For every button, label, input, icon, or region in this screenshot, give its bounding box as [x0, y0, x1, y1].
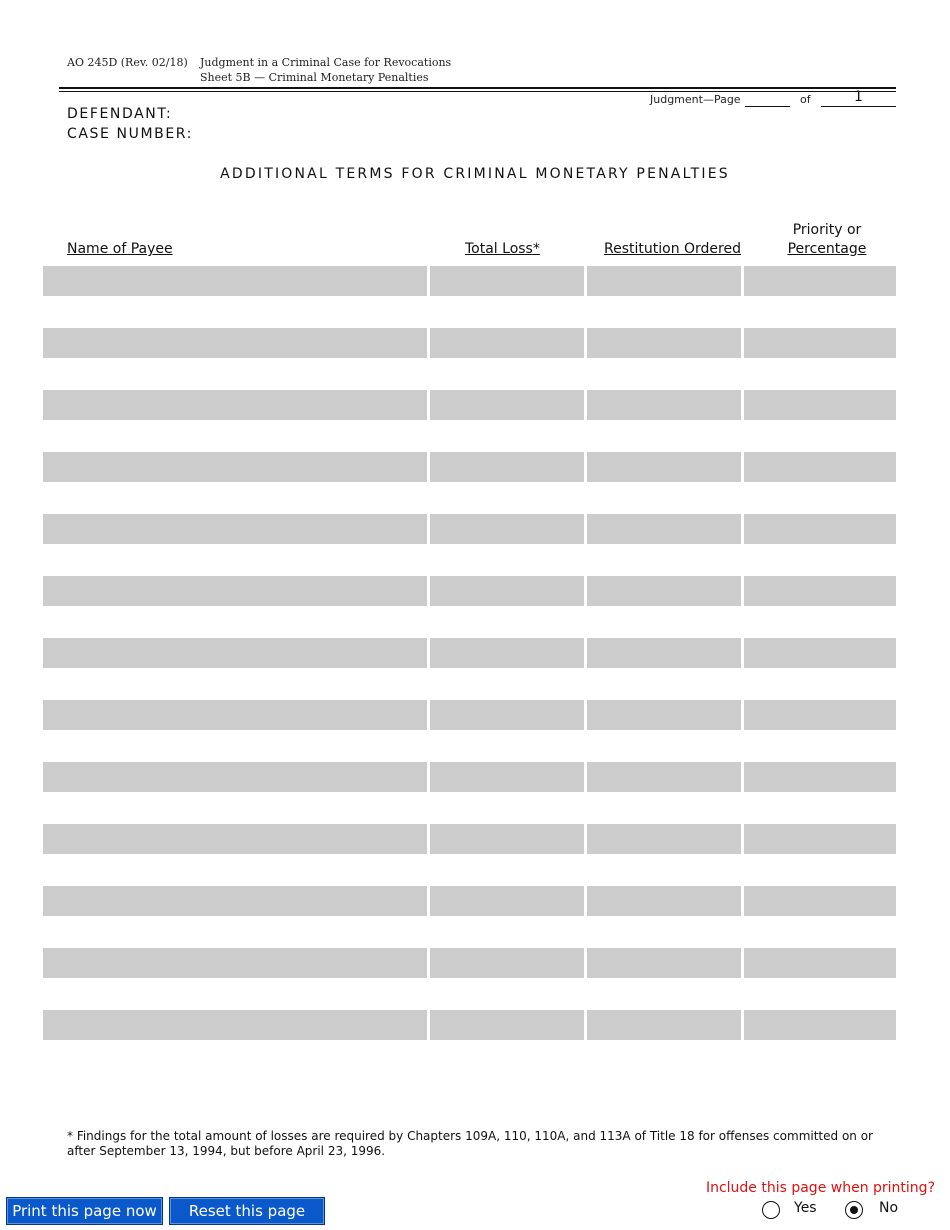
restitution-field[interactable] — [587, 1010, 741, 1040]
total-loss-field[interactable] — [430, 886, 584, 916]
restitution-field[interactable] — [587, 948, 741, 978]
total-loss-field[interactable] — [430, 824, 584, 854]
priority-field[interactable] — [744, 328, 896, 358]
restitution-field[interactable] — [587, 452, 741, 482]
total-loss-field[interactable] — [430, 700, 584, 730]
restitution-field[interactable] — [587, 266, 741, 296]
restitution-field[interactable] — [587, 762, 741, 792]
include-yes-radio[interactable] — [762, 1201, 780, 1219]
include-yes-label: Yes — [794, 1200, 817, 1216]
restitution-field[interactable] — [587, 328, 741, 358]
restitution-field[interactable] — [587, 638, 741, 668]
payee-name-field[interactable] — [43, 638, 427, 668]
radio-no-dot — [850, 1206, 858, 1214]
total-loss-field[interactable] — [430, 1010, 584, 1040]
total-loss-field[interactable] — [430, 514, 584, 544]
total-loss-field[interactable] — [430, 266, 584, 296]
restitution-field[interactable] — [587, 886, 741, 916]
judgment-page-field[interactable] — [745, 90, 790, 106]
priority-field[interactable] — [744, 514, 896, 544]
form-title: Judgment in a Criminal Case for Revocations — [200, 56, 452, 69]
priority-field[interactable] — [744, 266, 896, 296]
print-page-button[interactable]: Print this page now — [6, 1197, 163, 1225]
form-id: AO 245D (Rev. 02/18) — [67, 56, 188, 69]
priority-field[interactable] — [744, 762, 896, 792]
of-page-underline — [821, 106, 896, 107]
include-page-question: Include this page when printing? — [705, 1180, 935, 1196]
total-loss-field[interactable] — [430, 638, 584, 668]
restitution-field[interactable] — [587, 700, 741, 730]
payee-name-field[interactable] — [43, 886, 427, 916]
payee-name-field[interactable] — [43, 762, 427, 792]
restitution-field[interactable] — [587, 576, 741, 606]
priority-field[interactable] — [744, 948, 896, 978]
total-loss-field[interactable] — [430, 452, 584, 482]
priority-field[interactable] — [744, 824, 896, 854]
payee-name-field[interactable] — [43, 390, 427, 420]
priority-field[interactable] — [744, 638, 896, 668]
col-header-restitution: Restitution Ordered — [604, 241, 741, 257]
total-loss-field[interactable] — [430, 390, 584, 420]
col-header-total-loss: Total Loss* — [465, 241, 540, 257]
payee-name-field[interactable] — [43, 328, 427, 358]
col-header-payee: Name of Payee — [67, 241, 173, 257]
reset-page-button[interactable]: Reset this page — [169, 1197, 325, 1225]
priority-field[interactable] — [744, 886, 896, 916]
total-loss-field[interactable] — [430, 948, 584, 978]
footnote: * Findings for the total amount of losses are required by Chapters 109A, 110, 110A, and 113A of Title 18 for offenses committed on or after September 13, 1994, but before April 23, 1996. — [67, 1129, 873, 1158]
payee-name-field[interactable] — [43, 1010, 427, 1040]
payee-name-field[interactable] — [43, 452, 427, 482]
payee-name-field[interactable] — [43, 576, 427, 606]
payee-name-field[interactable] — [43, 266, 427, 296]
priority-field[interactable] — [744, 390, 896, 420]
total-loss-field[interactable] — [430, 762, 584, 792]
of-label: of — [800, 93, 811, 106]
payee-name-field[interactable] — [43, 514, 427, 544]
include-no-label: No — [879, 1200, 899, 1216]
judgment-page-label: Judgment—Page — [650, 93, 741, 106]
sheet-label: Sheet 5B — Criminal Monetary Penalties — [200, 71, 429, 84]
defendant-label: DEFENDANT: — [67, 106, 173, 122]
judgment-page-underline — [745, 106, 790, 107]
include-no-radio[interactable] — [845, 1201, 863, 1219]
col-header-priority-line1: Priority or — [792, 222, 862, 238]
priority-field[interactable] — [744, 1010, 896, 1040]
restitution-field[interactable] — [587, 824, 741, 854]
total-loss-field[interactable] — [430, 328, 584, 358]
total-loss-field[interactable] — [430, 576, 584, 606]
priority-field[interactable] — [744, 576, 896, 606]
payee-name-field[interactable] — [43, 948, 427, 978]
col-header-priority-line2-text: Percentage — [787, 241, 867, 257]
payee-name-field[interactable] — [43, 824, 427, 854]
of-page-field[interactable]: 1 — [854, 89, 863, 105]
restitution-field[interactable] — [587, 390, 741, 420]
priority-field[interactable] — [744, 452, 896, 482]
header-rule-thick — [59, 87, 896, 89]
priority-field[interactable] — [744, 700, 896, 730]
page-title: ADDITIONAL TERMS FOR CRIMINAL MONETARY PENALTIES — [220, 166, 730, 182]
case-number-label: CASE NUMBER: — [67, 126, 193, 142]
payee-name-field[interactable] — [43, 700, 427, 730]
restitution-field[interactable] — [587, 514, 741, 544]
col-header-priority-line2 — [744, 241, 910, 257]
